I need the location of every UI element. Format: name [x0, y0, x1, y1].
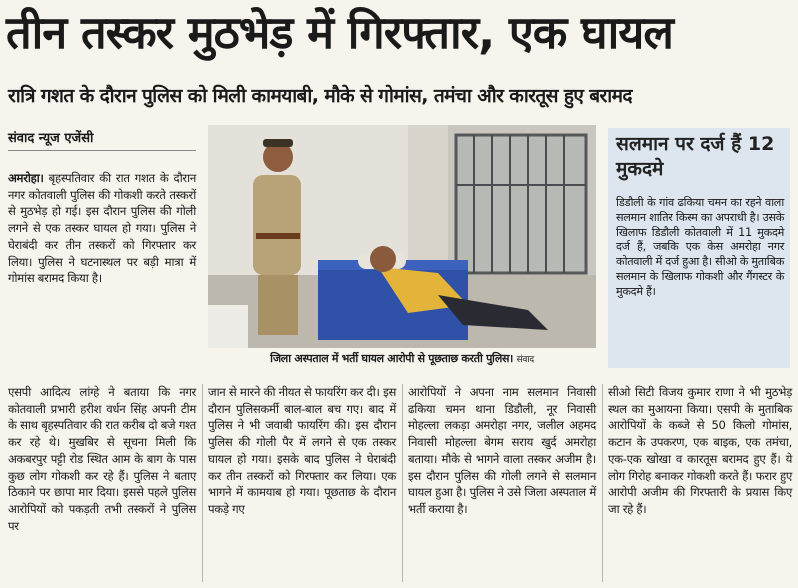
column-divider	[602, 384, 603, 582]
article-column-2: जान से मारने की नीयत से फायरिंग कर दी। इस दौरान पुलिसकर्मी बाल-बाल बच गए। बाद में पुलिस ने भी जवाबी फायरिंग की। इस दौरान पुलिस की गोली पैर में लगने से एक तस्कर घायल हो गया। इसके बाद पुलिस ने घेराबंदी कर तीन तस्करों को गिरफ्तार कर लिया। एक भागने में कामयाब हो गया। पूछताछ के दौरान पकड़े गए	[208, 385, 396, 516]
hospital-photo-illustration	[208, 125, 596, 348]
subheadline: रात्रि गशत के दौरान पुलिस को मिली कामयाबी, मौके से गोमांस, तमंचा और कारतूस हुए बरामद	[8, 85, 632, 107]
news-photo	[208, 125, 596, 348]
sidebar-box	[608, 128, 790, 368]
photo-credit: संवाद	[516, 355, 534, 365]
article-column-1-top	[8, 170, 196, 287]
sidebar-body: डिडौली के गांव ढकिया चमन का रहने वाला सलमान शातिर किस्म का अपराधी है। उसके खिलाफ डिडौली कोतवाली में 11 मुकदमे दर्ज हैं, जबकि एक केस अमरोहा नगर कोतवाली में दर्ज हुआ है। सीओ के मुताबिक सलमान के खिलाफ गोकशी और गैंगस्टर के मुकदमे हैं।	[616, 196, 784, 298]
article-column-1-bottom: एसपी आदित्य लांग्हे ने बताया कि नगर कोतवाली प्रभारी हरीश वर्धन सिंह अपनी टीम के साथ बृहस्पतिवार की रात करीब दो बजे गश्त कर रहे थे। मुखबिर से सूचना मिली कि अकबरपुर पट्टी रोड स्थित आम के बाग के पास कुछ लोग गोकशी कर रहे हैं। पुलिस ने बताए ठिकाने पर छापा मार दिया। इससे पहले पुलिस आरोपियों को पकड़ती तभी तस्करों ने पुलिस पर	[8, 385, 196, 533]
photo-caption	[208, 348, 596, 370]
dateline: अमरोहा।	[8, 171, 44, 185]
caption-text: जिला अस्पताल में भर्ती घायल आरोपी से पूछताछ करती पुलिस।	[270, 352, 514, 365]
headline: तीन तस्कर मुठभेड़ में गिरफ्तार, एक घायल	[6, 6, 673, 59]
byline: संवाद न्यूज एजेंसी	[8, 131, 94, 146]
article-text-1a: बृहस्पतिवार की रात गशत के दौरान नगर कोतवाली पुलिस की गोकशी करते तस्करों से मुठभेड़ हो गई। इस दौरान पुलिस की गोली लगने से एक तस्कर घायल हो गया। पुलिस ने घेराबंदी कर तीन तस्करों को गिरफ्तार कर लिया। पुलिस ने घटनास्थल पर बड़ी मात्रा में गोमांस बरामद किया है।	[8, 171, 196, 286]
article-column-4: सीओ सिटी विजय कुमार राणा ने भी मुठभेड़ स्थल का मुआयना किया। एसपी के मुताबिक आरोपियों के कब्जे से 50 किलो गोमांस, कटान के उपकरण, एक बाइक, एक तमंचा, एक-एक खोखा व कारतूस बरामद हुए हैं। ये लोग गिरोह बनाकर गोकशी करते हैं। फरार हुए आरोपी अजीम की गिरफ्तारी के प्रयास किए जा रहे हैं।	[608, 385, 792, 516]
byline-divider	[8, 150, 196, 151]
column-divider	[202, 384, 203, 582]
article-column-3: आरोपियों ने अपना नाम सलमान निवासी ढकिया चमन थाना डिडौली, नूर निवासी मोहल्ला लकड़ा अमरोहा नगर, जलील अहमद निवासी मोहल्ला बेगम सराय खुर्द अमरोहा बताया। मौके से भागने वाला तस्कर अजीम है। इस दौरान पुलिस की गोली लगने से सलमान घायल हुआ है। पुलिस ने उसे जिला अस्पताल में भर्ती कराया है।	[408, 385, 596, 516]
sidebar-title: सलमान पर दर्ज हैं 12 मुकदमे	[616, 133, 775, 180]
column-divider	[402, 384, 403, 582]
